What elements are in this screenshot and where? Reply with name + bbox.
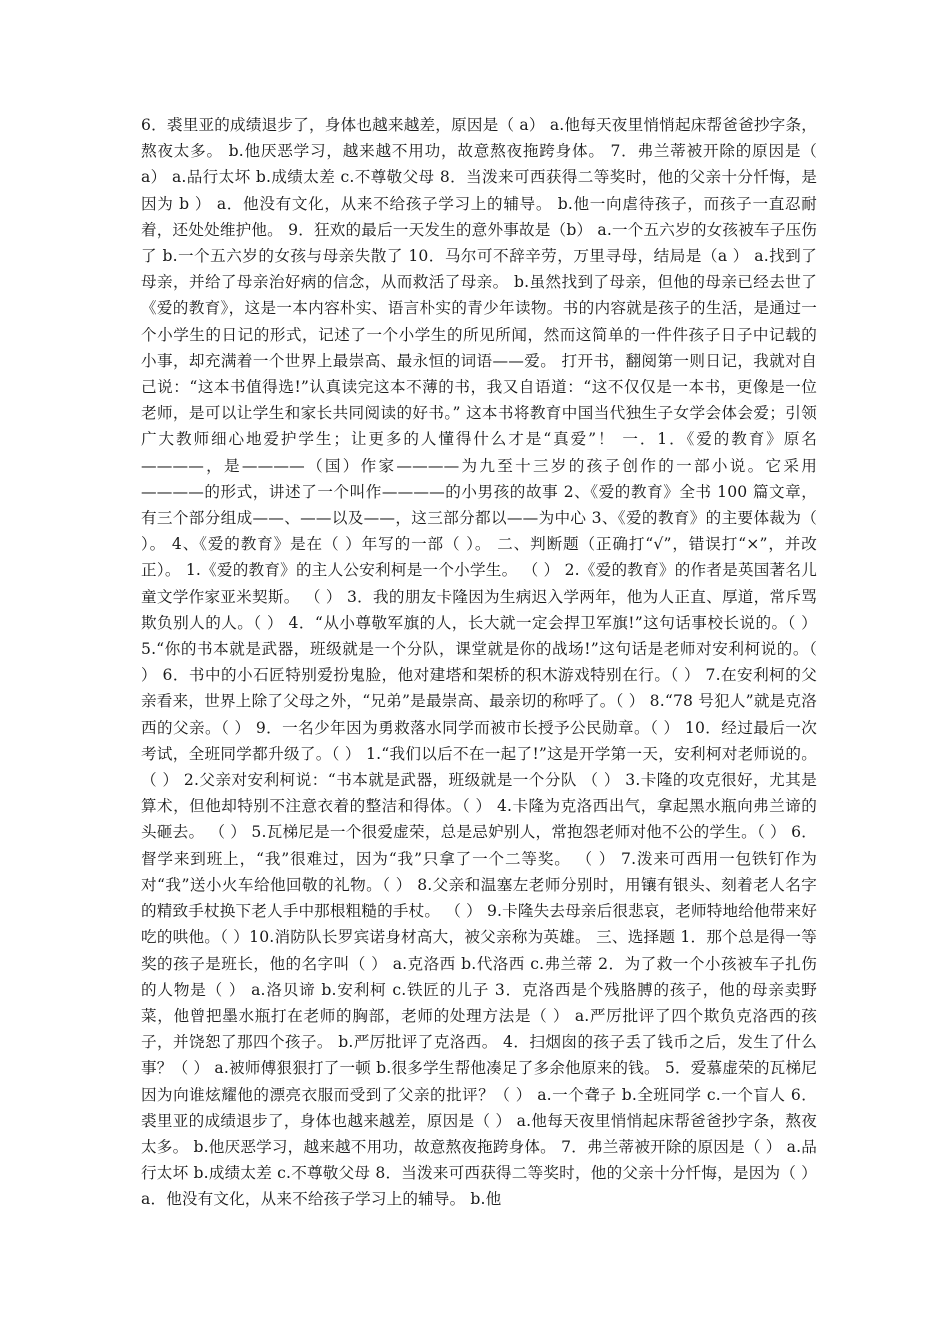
- document-page: [141, 112, 817, 1332]
- body-paragraph: 6．裘里亚的成绩退步了，身体也越来越差，原因是（ a） a.他每天夜里悄悄起床帮爸爸抄字条，熬夜太多。 b.他厌恶学习，越来越不用功，故意熬夜拖跨身体。 7．弗兰蒂被开除的原因是（ a） a.品行太坏 b.成绩太差 c.不尊敬父母 8．当泼来可西获得二等奖时，他的父亲十分忏悔，是因为 b ） a．他没有文化，从来不给孩子学习上的辅导。 b.他一向虐待孩子，而孩子一直忍耐着，还处处维护他。 9．狂欢的最后一天发生的意外事故是（b） a.一个五六岁的女孩被车子压伤了 b.一个五六岁的女孩与母亲失散了 10．马尔可不辞辛劳，万里寻母，结局是（a ） a.找到了母亲，并给了母亲治好病的信念，从而救活了母亲。 b.虽然找到了母亲，但他的母亲已经去世了《爱的教育》，这是一本内容朴实、语言朴实的青少年读物。书的内容就是孩子的生活，是通过一个小学生的日记的形式，记述了一个小学生的所见所闻，然而这简单的一件件孩子日子中记载的小事，却充满着一个世界上最崇高、最永恒的词语——爱。 打开书，翻阅第一则日记，我就对自己说：“这本书值得选!”认真读完这本不薄的书，我又自语道：“这不仅仅是一本书，更像是一位老师，是可以让学生和家长共同阅读的好书。” 这本书将教育中国当代独生子女学会体会爱；引领广大教师细心地爱护学生；让更多的人懂得什么才是“真爱”！ 一．1．《爱的教育》原名————，是————（国）作家————为九至十三岁的孩子创作的一部小说。它采用————的形式，讲述了一个叫作————的小男孩的故事 2、《爱的教育》全书 100 篇文章，有三个部分组成——、——以及——，这三部分都以——为中心 3、《爱的教育》的主要体裁为（ ）。 4、《爱的教育》是在（ ）年写的一部（ ）。 二、判断题（正确打“√”，错误打“×”，并改正）。 1.《爱的教育》的主人公安利柯是一个小学生。 （ ） 2.《爱的教育》的作者是英国著名儿童文学作家亚米契斯。 （ ） 3．我的朋友卡隆因为生病迟入学两年，他为人正直、厚道，常斥骂欺负别人的人。（ ） 4．“从小尊敬军旗的人，长大就一定会捍卫军旗!”这句话事校长说的。（ ） 5.“你的书本就是武器，班级就是一个分队，课堂就是你的战场!”这句话是老师对安利柯说的。（ ） 6．书中的小石匠特别爱扮鬼脸，他对建塔和架桥的积木游戏特别在行。（ ） 7.在安利柯的父亲看来，世界上除了父母之外，“兄弟”是最崇高、最亲切的称呼了。（ ） 8.“78 号犯人”就是克洛西的父亲。（ ） 9．一名少年因为勇救落水同学而被市长授予公民勋章。（ ） 10．经过最后一次考试，全班同学都升级了。（ ） 1.“我们以后不在一起了!”这是开学第一天，安利柯对老师说的。 （ ） 2.父亲对安利柯说：“书本就是武器，班级就是一个分队 （ ） 3.卡隆的攻克很好，尤其是算术，但他却特别不注意衣着的整洁和得体。（ ） 4.卡隆为克洛西出气，拿起黑水瓶向弗兰谛的头砸去。 （ ） 5.瓦梯尼是一个很爱虚荣，总是忌妒别人，常抱怨老师对他不公的学生。（ ） 6．督学来到班上，“我”很难过，因为“我”只拿了一个二等奖。 （ ） 7.泼来可西用一包铁钉作为对“我”送小火车给他回敬的礼物。（ ） 8.父亲和温塞左老师分别时，用镶有银头、刻着老人名字的精致手杖换下老人手中那根粗糙的手杖。 （ ） 9.卡隆失去母亲后很悲哀，老师特地给他带来好吃的哄他。（ ）10.消防队长罗宾诺身材高大，被父亲称为英雄。 三、选择题 1．那个总是得一等奖的孩子是班长，他的名字叫（ ） a.克洛西 b.代洛西 c.弗兰蒂 2．为了救一个小孩被车子扎伤的人物是（ ） a.洛贝谛 b.安利柯 c.铁匠的儿子 3．克洛西是个残胳膊的孩子，他的母亲卖野菜，他曾把墨水瓶打在老师的胸部，老师的处理方法是（ ） a.严厉批评了四个欺负克洛西的孩子，并饶恕了那四个孩子。 b.严厉批评了克洛西。 4．扫烟囱的孩子丢了钱币之后，发生了什么事？（ ） a.被师傅狠狠打了一顿 b.很多学生帮他凑足了多余他原来的钱。 5．爱慕虚荣的瓦梯尼因为向谁炫耀他的漂亮衣服而受到了父亲的批评？（ ） a.一个聋子 b.全班同学 c.一个盲人 6．裘里亚的成绩退步了，身体也越来越差，原因是（ ） a.他每天夜里悄悄起床帮爸爸抄字条，熬夜太多。 b.他厌恶学习，越来越不用功，故意熬夜拖跨身体。 7．弗兰蒂被开除的原因是（ ） a.品行太坏 b.成绩太差 c.不尊敬父母 8．当泼来可西获得二等奖时，他的父亲十分忏悔，是因为（ ） a．他没有文化，从来不给孩子学习上的辅导。 b.他: [141, 116, 817, 1209]
